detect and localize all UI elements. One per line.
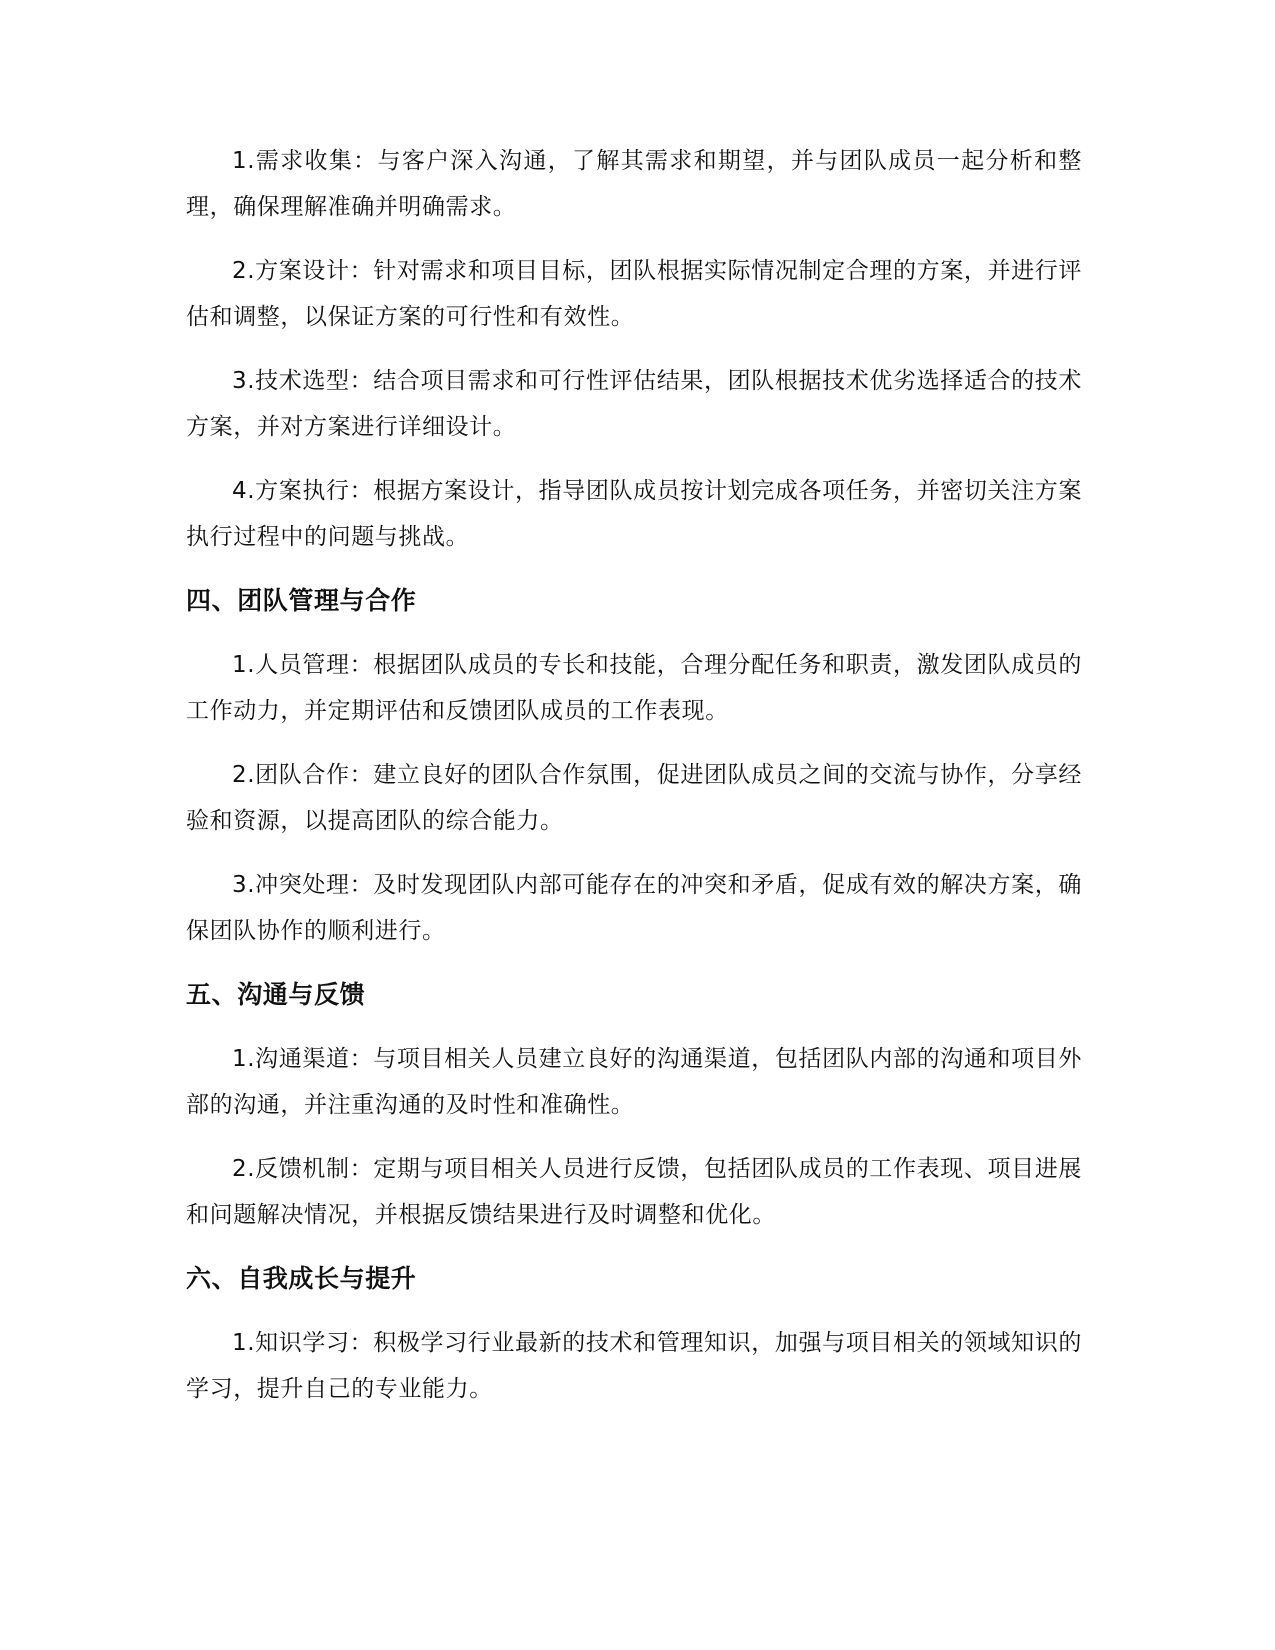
paragraph-tech-selection: 3.技术选型：结合项目需求和可行性评估结果，团队根据技术优劣选择适合的技术方案，并对方案进行详细设计。 xyxy=(186,368,1082,440)
paragraph-personnel-management: 1.人员管理：根据团队成员的专长和技能，合理分配任务和职责，激发团队成员的工作动力，并定期评估和反馈团队成员的工作表现。 xyxy=(186,652,1082,724)
paragraph-solution-design: 2.方案设计：针对需求和项目目标，团队根据实际情况制定合理的方案，并进行评估和调整，以保证方案的可行性和有效性。 xyxy=(186,258,1082,330)
section-heading-team-management: 四、团队管理与合作 xyxy=(186,586,417,615)
paragraph-conflict-handling: 3.冲突处理：及时发现团队内部可能存在的冲突和矛盾，促成有效的解决方案，确保团队协作的顺利进行。 xyxy=(186,872,1082,944)
paragraph-communication-channels: 1.沟通渠道：与项目相关人员建立良好的沟通渠道，包括团队内部的沟通和项目外部的沟通，并注重沟通的及时性和准确性。 xyxy=(186,1046,1082,1118)
paragraph-solution-execution: 4.方案执行：根据方案设计，指导团队成员按计划完成各项任务，并密切关注方案执行过程中的问题与挑战。 xyxy=(186,478,1082,550)
paragraph-knowledge-learning: 1.知识学习：积极学习行业最新的技术和管理知识，加强与项目相关的领域知识的学习，提升自己的专业能力。 xyxy=(186,1330,1082,1402)
section-heading-communication: 五、沟通与反馈 xyxy=(186,980,366,1009)
section-heading-self-growth: 六、自我成长与提升 xyxy=(186,1264,417,1293)
paragraph-team-cooperation: 2.团队合作：建立良好的团队合作氛围，促进团队成员之间的交流与协作，分享经验和资源，以提高团队的综合能力。 xyxy=(186,762,1082,834)
paragraph-requirements: 1.需求收集：与客户深入沟通，了解其需求和期望，并与团队成员一起分析和整理，确保理解准确并明确需求。 xyxy=(186,148,1082,220)
document-body xyxy=(186,138,1082,1430)
paragraph-feedback-mechanism: 2.反馈机制：定期与项目相关人员进行反馈，包括团队成员的工作表现、项目进展和问题解决情况，并根据反馈结果进行及时调整和优化。 xyxy=(186,1156,1082,1228)
